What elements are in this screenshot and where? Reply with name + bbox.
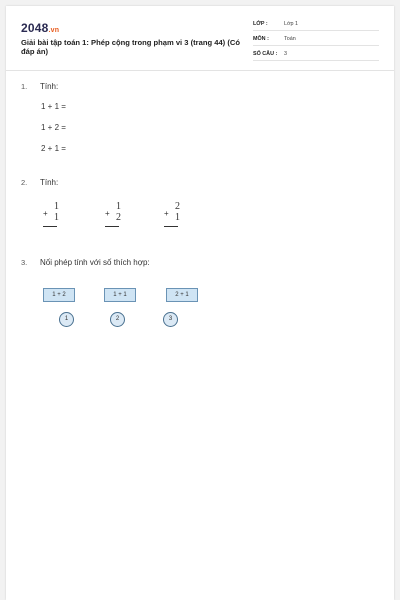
- match-circle-1[interactable]: 1: [59, 312, 74, 327]
- site-logo[interactable]: [21, 21, 59, 35]
- match-box-3[interactable]: 2 + 1: [166, 288, 198, 302]
- plus-sign: +: [164, 209, 169, 218]
- question-1-number: 1.: [21, 82, 28, 91]
- vertical-addition-2: [105, 201, 123, 231]
- question-3-number: 3.: [21, 258, 28, 267]
- logo-tld: .vn: [48, 27, 60, 34]
- plus-sign: +: [105, 209, 110, 218]
- vertical-addition-1: [43, 201, 61, 231]
- question-2-number: 2.: [21, 178, 28, 187]
- page-title: Giải bài tập toán 1: Phép cộng trong phạm vi 3 (trang 44) (Có đáp án): [21, 38, 240, 57]
- plus-sign: +: [43, 209, 48, 218]
- question-3-prompt: Nối phép tính với số thích hợp:: [40, 258, 150, 267]
- addend-top: 2: [175, 201, 180, 212]
- question-1-expression-1: 1 + 1 =: [41, 102, 66, 111]
- sum-line: [164, 226, 178, 227]
- addend-top: 1: [54, 201, 59, 212]
- question-1-expression-3: 2 + 1 =: [41, 144, 66, 153]
- meta-grade-key: LỚP :: [253, 21, 268, 27]
- match-circle-2[interactable]: 2: [110, 312, 125, 327]
- addend-top: 1: [116, 201, 121, 212]
- match-box-1[interactable]: 1 + 2: [43, 288, 75, 302]
- addend-bottom: 1: [175, 212, 180, 223]
- addend-bottom: 2: [116, 212, 121, 223]
- addend-bottom: 1: [54, 212, 59, 223]
- sum-line: [43, 226, 57, 227]
- meta-grade-value: Lớp 1: [284, 21, 299, 27]
- question-1-prompt: Tính:: [40, 82, 59, 91]
- vertical-addition-3: [164, 201, 182, 231]
- document-page: [6, 6, 394, 600]
- question-1-expression-2: 1 + 2 =: [41, 123, 66, 132]
- header-divider: [6, 70, 394, 71]
- meta-subject-value: Toán: [284, 36, 296, 42]
- sum-line: [105, 226, 119, 227]
- meta-count-value: 3: [284, 51, 287, 57]
- question-2-prompt: Tính:: [40, 178, 59, 187]
- match-box-2[interactable]: 1 + 1: [104, 288, 136, 302]
- meta-count: [253, 48, 379, 61]
- meta-grade: [253, 18, 379, 31]
- meta-subject-key: MÔN :: [253, 36, 269, 42]
- meta-subject: [253, 33, 379, 46]
- match-circle-3[interactable]: 3: [163, 312, 178, 327]
- logo-text: 2048: [21, 21, 49, 35]
- meta-count-key: SỐ CÂU :: [253, 51, 278, 57]
